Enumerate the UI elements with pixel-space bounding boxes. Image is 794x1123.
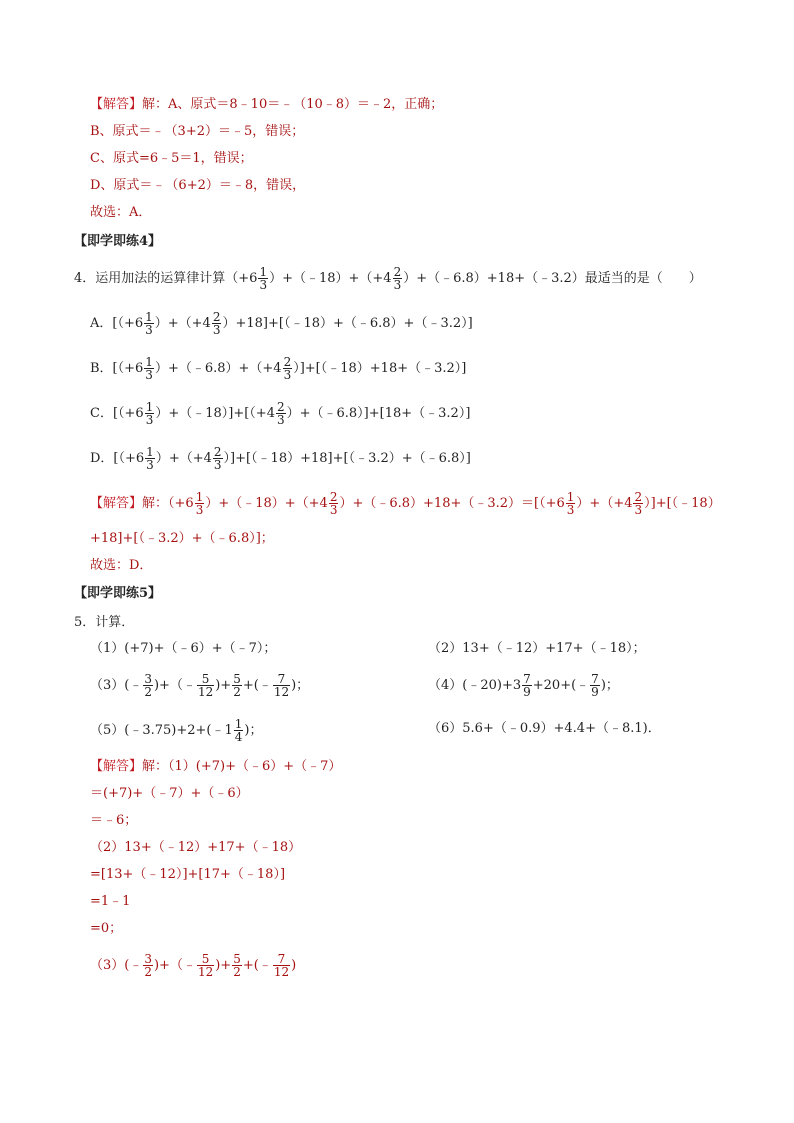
question-4-stem: 4．运用加法的运算律计算（+6 $\frac{1}{3}$ ）+（﹣18）+（+4 $\frac{2}{3}$ ）+（﹣6.8）+18+（﹣3.2）最适当的是（ ） [74, 265, 702, 292]
answer-5-line-8: （3）(﹣ $\frac{3}{2}$ )+（﹣ $\frac{5}{12}$ )+ $\frac{5}{2}$ +(﹣ $\frac{7}{12}$ ) [90, 952, 297, 979]
answer-label: 【解答】 [90, 97, 143, 112]
answer-3-line-4: D、原式＝﹣（6+2）＝﹣8，错误， [90, 178, 306, 193]
answer-3-line-5: 故选：A． [90, 205, 152, 220]
question-5-stem: 5．计算． [74, 615, 135, 630]
problem-6: （6）5.6+（﹣0.9）+4.4+（﹣8.1)． [428, 721, 661, 736]
section-title-4: 【即学即练4】 [74, 234, 162, 249]
answer-5-line-7: =0； [90, 921, 123, 936]
option-d: D．[（+6 $\frac{1}{3}$ ）+（+4 $\frac{2}{3}$ ）]+[（﹣18）+18]+[（﹣3.2）+（﹣6.8）] [90, 445, 471, 472]
problem-5: （5）(﹣3.75)+2+(﹣1 $\frac{1}{4}$ )； [90, 717, 263, 744]
answer-4-line-3: 故选：D． [90, 558, 153, 573]
answer-3-line-3: C、原式=6﹣5＝1，错误； [90, 151, 253, 166]
problem-3: （3）(﹣ $\frac{3}{2}$ )+（﹣ $\frac{5}{12}$ )+ $\frac{5}{2}$ +(﹣ $\frac{7}{12}$ )； [90, 672, 310, 699]
answer-5-line-6: =1﹣1 [90, 894, 131, 909]
answer-3-line-2: B、原式＝﹣（3+2）＝﹣5，错误； [90, 124, 305, 139]
option-b: B．[（+6 $\frac{1}{3}$ ）+（﹣6.8）+（+4 $\frac{2}{3}$ ）]+[（﹣18）+18+（﹣3.2）] [90, 355, 467, 382]
answer-4-line-2: +18]+[（﹣3.2）+（﹣6.8）]； [90, 531, 274, 546]
problem-1: （1）(+7)+（﹣6）+（﹣7）； [90, 641, 277, 656]
answer-5-line-3: ＝﹣6； [90, 813, 138, 828]
problem-4: （4）(﹣20)+3 $\frac{7}{9}$ +20+(﹣ $\frac{7}{9}$ )； [428, 672, 619, 699]
answer-5-line-2: ＝(+7)+（﹣7）+（﹣6） [90, 786, 249, 801]
answer-5-line-5: =[13+（﹣12）]+[17+（﹣18）] [90, 867, 286, 882]
answer-5-line-1: 【解答】解：（1）(+7)+（﹣6）+（﹣7） [90, 759, 342, 774]
problem-2: （2）13+（﹣12）+17+（﹣18）； [428, 641, 646, 656]
option-c: C．[（+6 $\frac{1}{3}$ ）+（﹣18）]+[（+4 $\frac{2}{3}$ ）+（﹣6.8）]+[18+（﹣3.2）] [90, 400, 471, 427]
answer-5-line-4: （2）13+（﹣12）+17+（﹣18） [90, 840, 302, 855]
answer-4-line-1: 【解答】解：（+6 $\frac{1}{3}$ ）+（﹣18）+（+4 $\frac{2}{3}$ ）+（﹣6.8）+18+（﹣3.2）＝[（+6 $\frac{1}{3}$ ）+（+4 $\frac{2}{3}$ ）]+[（﹣18） [90, 490, 721, 517]
section-title-5: 【即学即练5】 [74, 586, 162, 601]
option-a: A．[（+6 $\frac{1}{3}$ ）+（+4 $\frac{2}{3}$ ）+18]+[（﹣18）+（﹣6.8）+（﹣3.2）] [90, 310, 473, 337]
answer-3-line-1: 【解答】解：A、原式＝8﹣10＝﹣（10﹣8）＝﹣2，正确； [90, 97, 444, 112]
